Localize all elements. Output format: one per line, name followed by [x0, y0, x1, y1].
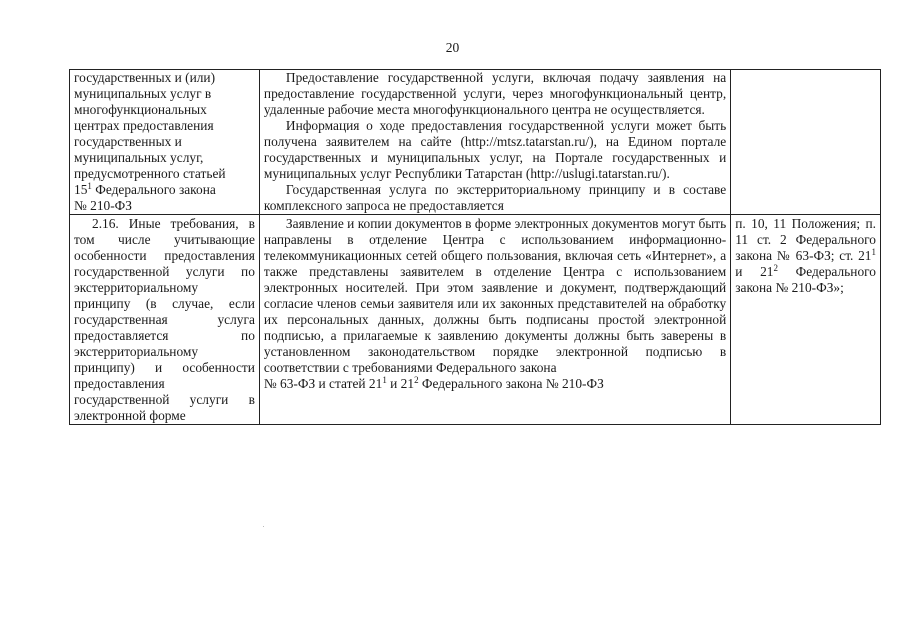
text-segment: Федерального закона № 210-ФЗ»;	[735, 264, 876, 295]
cell-text-line: муниципальных услуг в	[74, 86, 212, 101]
cell-text-line: государственных и (или)	[74, 70, 216, 85]
paragraph: Предоставление государственной услуги, включая подачу заявления на предоставление государственной услуги, через многофункциональный центр, удаленные рабочие места многофункционального центра не осуществляется.	[263, 70, 727, 117]
cell-text-line: государственных и	[74, 134, 182, 149]
superscript: 1	[87, 181, 92, 191]
text-segment: и 21	[386, 376, 415, 391]
table-cell-basis	[731, 70, 881, 215]
cell-text-line: многофункциональных	[74, 102, 207, 117]
paragraph: Информация о ходе предоставления государственной услуги может быть получена заявителем на сайте (http://mtsz.tatarstan.ru/), на Едином портале государственных и муниципальных услуг, на Портале государственных и муниципальных услуг Республики Татарстан (http://uslugi.tatarstan.ru/).	[263, 118, 727, 181]
regulation-table	[69, 69, 881, 425]
table-cell-content	[259, 215, 730, 425]
text-segment: Федерального закона № 210-ФЗ	[418, 376, 604, 391]
table-cell-requirement	[70, 215, 260, 425]
cell-text-line: муниципальных услуг,	[74, 150, 204, 165]
superscript: 1	[871, 247, 876, 257]
superscript: 2	[773, 263, 778, 273]
paragraph	[264, 376, 726, 392]
cell-text-line: предусмотренного статьей	[74, 166, 226, 181]
table-cell-requirement	[70, 70, 260, 215]
cell-text-line: № 210-ФЗ	[74, 198, 132, 213]
law-reference: Федерального закона	[91, 182, 216, 197]
text-segment: и 21	[735, 264, 774, 279]
cell-text-line	[74, 182, 255, 198]
paragraph: Государственная услуга по экстерриториальному принципу и в составе комплексного запроса не предоставляется	[263, 182, 727, 213]
paragraph: Заявление и копии документов в форме электронных документов могут быть направлены в отделение Центра с использованием информационно-телекоммуникационных сетей общего пользования, включая сеть «Интернет», а также представлены заявителем в отделение Центра с использованием электронных носителей. При этом заявление и документ, подтверждающий согласие членов семьи заявителя или их законных представителей на обработку их персональных данных, должны быть подписаны простой электронной подписью, а прилагаемые к заявлению документы должны быть заверены в установленном законодательством порядке электронной подписью в соответствии с требованиями Федерального закона	[263, 216, 727, 375]
superscript: 1	[382, 375, 387, 385]
scan-artifact	[263, 526, 264, 527]
table-row	[70, 70, 881, 215]
paragraph: 2.16. Иные требования, в том числе учитывающие особенности предоставления государственной услуги по экстерриториальному принципу (в случае, если государственная услуга предоставляется по экстерриториальному принципу) и особенности предоставления государственной услуги в электронной форме	[74, 216, 255, 423]
table-cell-basis	[731, 215, 881, 425]
paragraph	[735, 216, 876, 296]
text-segment: № 63-ФЗ и статей 21	[263, 376, 383, 391]
law-article-number: 15	[74, 182, 88, 197]
table-cell-content	[259, 70, 730, 215]
cell-text-line: центрах предоставления	[74, 118, 214, 133]
text-segment: п. 10, 11 Положения; п. 11 ст. 2 Федерального закона № 63-ФЗ; ст. 21	[735, 216, 876, 263]
page-number: 20	[445, 40, 460, 55]
superscript: 2	[414, 375, 419, 385]
table-row	[70, 215, 881, 425]
